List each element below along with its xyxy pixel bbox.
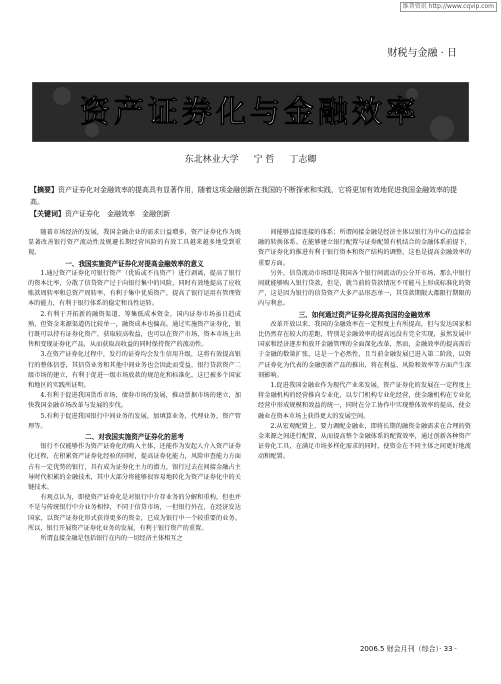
body-paragraph: 所谓直接金融是包括银行在内的一切经济主体相互之 [40,535,183,543]
body-column-left [28,228,241,544]
body-paragraph: 有观点认为，即使资产证券化是对银行中介存业务的分解和重构，但也并不是与传统银行中介业务相悖，不同于信贷市场，一但银行外在，在经济发达国家，以资产证券化形式获得更多的资金，已成为银行中一个较重要的业务。所以，银行开展资产证券化业务的发展，有利于银行资产的重置。 [28,494,241,532]
author-line [0,152,501,165]
running-head: 财税与金融 · 日 [387,48,457,59]
body-column-right [258,228,471,463]
body-paragraph: 2.有利于开拓新的融资渠道，筹集低成本资金，国内证券市场虽日趋成熟，但资金来源渠道仍比较单一，融资成本也偏高。通过实施资产证券化，银行既可以持有证券化资产，获取较高收益，也可以在资产市场，资本市场上出售和变现证券化产品，从而获取高收益的同时保持资产的流动性。 [28,310,241,349]
article-title: 资产证券化与金融效率 [80,95,420,130]
page-footer: 2006.5 财会月刊（综合）· 33 · [359,645,457,653]
body-paragraph: 5.有利于促进我国银行中间业务的发展，加填算业务，代理业务，资产管理等。 [28,412,241,430]
body-paragraph: 另外，信贷流动市场即是我国各个银行间流动的公分开市场，那么中银行间就能够购入银行贷款，但是，就当前的贷款情况不可能马上形成标准化的资产，这是因为银行的信贷资产大多产品形态单一，其贷款期限大都限行期限的内与利息。 [258,269,471,308]
body-paragraph: 随着市场经济的发展，我国金融企业的需求日益增多，资产证券化作为既显著改善银行资产流动性及规避长期经营风险的有效工具越来越多地受到重视。 [28,229,241,257]
abstract-label: 【摘要】 [30,186,58,194]
keywords-label: 【关键词】 [30,210,65,218]
keywords-text: 资产证券化 金融效率 金融创新 [65,210,170,218]
watermark: 维普资讯 http://www.cqvip.com [400,2,497,12]
body-paragraph: 间能够直接连接的体系；所谓间接金融是经济主体以银行为中心的直接金融的转换体系。在能够建立银行配置与证券配置有机结合的金融体系前提下，资产证券化的推进有利于银行资本和资产结构的调整，这也是提高金融效率的重要方面。 [258,229,471,267]
section-heading: 一、我国实施资产证券化对提高金融效率的意义 [65,259,204,268]
section-heading: 三、如何通过资产证券化提高我国的金融效率 [298,310,431,319]
author-name: 宁 哲 [253,155,275,165]
body-paragraph: 改革开放以来，我国的金融效率在一定程度上有所提高，但与发达国家相比仍然存在较大的差距，特别是金融效率的提高远没有完全实现，虽然发展中国家和经济逐步和放开金融管理的全面深化改革，然而，金融效率的提高需后于金融的数量扩张，这是一个必然性，且当前金融发展已进入第二阶段，以资产证券化为代表的金融创新产品的推出，将在利益、风险和效率等方面产生深刻影响。 [258,320,471,379]
body-paragraph: 1.促进我国金融业作为现代产业来发展，资产证券化的发展在一定程度上将金融机构的经营推向专业化，以专门机构专业化经营，使金融机构在专业化经营中形成规模和效益的统一，同时在分工协作中实现整体效率的提高，使金融业在资本市场上获得更大的发展空间。 [258,382,471,420]
body-paragraph: 银行不仅能够作为资产证券化的购入主体，还能作为发起人介入资产证券化过程，在积累资产证券化经验的同时，提高证券化能力，风险审查能力方面占有一定优势的银行，具有成为证券化主力的潜力，银行过去在间接金融占主导时代积累的金融技术，其中大部分将能够很容易地转化为资产证券化中的关键技术。 [28,443,241,492]
body-paragraph: 2.从宏观配置上，要力调配金融业，即将长期的融资金融需求在合理的资金来源之间进行配置，从而提高整个金融体系的配置效率，通过创新各种资产证券化工具，在满足市场多样化需求的同时，使资金在不同主体之间更好地流动和配置。 [258,422,471,461]
title-banner [32,82,469,142]
keywords [30,208,470,220]
author-name: 丁志卿 [289,155,317,165]
body-paragraph: 1.通过资产证券化可银行资产（优质或不良资产）进行剥离，提高了银行的资本比率，分散了信贷资产过于向银行集中的风险，同时有效地提高了应收账款周转率和总资产周转率，有利于集中优质资产，提高了银行运用有管理资本的能力，有利于银行体系的稳定和良性运转。 [28,269,241,308]
abstract [30,184,470,208]
affiliation: 东北林业大学 [184,155,239,165]
abstract-text: 资产证券化对金融效率的提高具有显著作用，随着这项金融创新在我国的不断探索和实践，它将更加有效地促进我国金融效率的提高。 [30,186,457,206]
body-paragraph: 3.在资产证券化过程中，发行的证券均会发生信用升级，这将有效提高银行的整体信誉，其信贷业务和其他中间业务也会因此而受益，银行贷款资产二级市场的建立，有利于促进一级市场放款的规范化和标准化，这已被多个国家和地区的实践所证明。 [28,351,241,390]
body-paragraph: 4.有利于促进我国货币市场，债券市场的发展，推动票据市场的建立，加快我国金融市场改革与发展的步伐。 [28,392,241,410]
title-banner-graphic [32,82,469,142]
section-heading: 二、对我国实施资产证券化的思考 [85,433,184,442]
